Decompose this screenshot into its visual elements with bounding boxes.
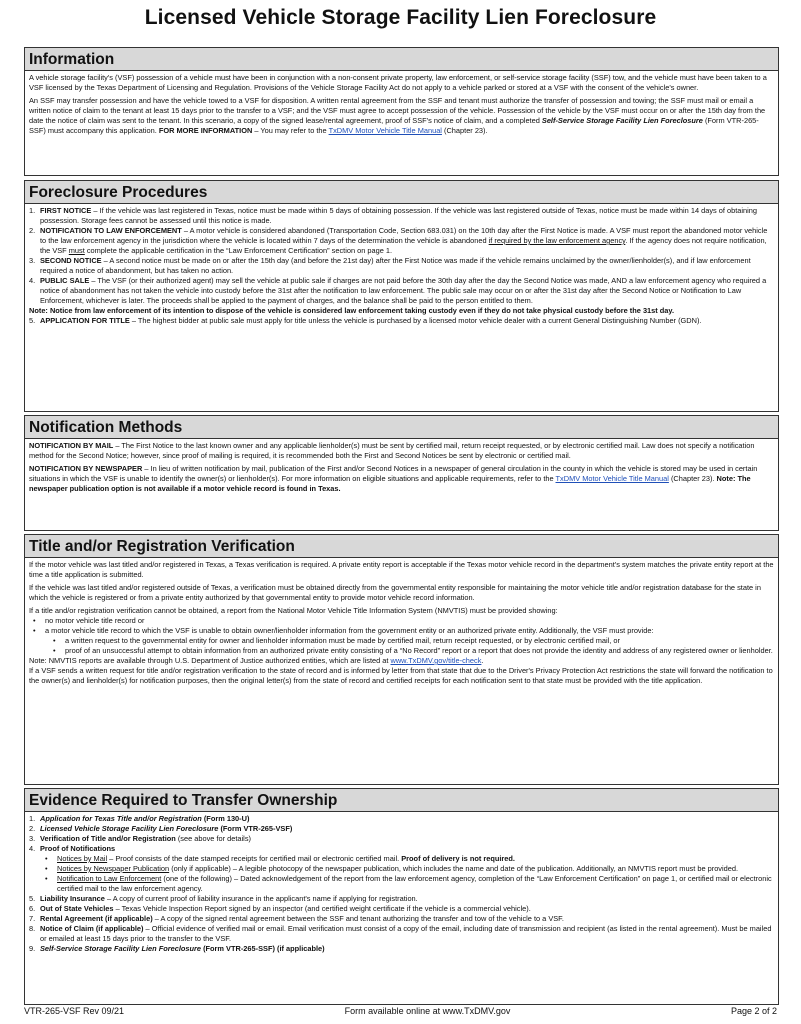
info-paragraph-1: A vehicle storage facility's (VSF) possession of a vehicle must have been in conjunction with a non-consent private property, law enforcement, or self-service storage facility (SSF) tow, and the vehicle must have been taken to a VSF licensed by the Texas Department of Licensing and Regulation. Provisions of the Vehicle Storage Facility Act do not apply to a vehicle parked or stored at a VSF with the consent of the vehicle's owner. [29, 73, 767, 92]
title-manual-link[interactable]: TxDMV Motor Vehicle Title Manual [555, 474, 669, 483]
list-item: 5. APPLICATION FOR TITLE – The highest bidder at public sale must apply for title unless the vehicle is purchased by a licensed motor vehicle dealer with a current General Distinguishing Number (GDN). [29, 316, 702, 325]
section-header-foreclosure: Foreclosure Procedures [25, 181, 778, 204]
evidence-section [24, 788, 779, 1005]
title-check-link[interactable]: www.TxDMV.gov/title-check [390, 656, 482, 665]
verification-out-of-state: If the vehicle was last titled and/or registered outside of Texas, a verification must be obtained directly from the governmental entity responsible for maintaining the motor vehicle title and/or registration database for the state in which the vehicle is registered or from a private entity authorized by that governmental entity to provide motor vehicle record information. [29, 583, 761, 602]
form-revision: VTR-265-VSF Rev 09/21 [24, 1006, 125, 1016]
notification-by-newspaper: NOTIFICATION BY NEWSPAPER – In lieu of written notification by mail, publication of the First and/or Second Notices in a newspaper of general circulation in the county in which the vehicle is stored may be used in certain situations in which the VSF is unable to identify the owner(s) or lienholder(s). For more information on eligible situations and applicable requirements, refer to the TxDMV Motor Vehicle Title Manual (Chapter 23). Note: The newspaper publication option is not available if a motor vehicle record is found in Texas. [29, 464, 758, 493]
list-item: • no motor vehicle title record or [33, 616, 145, 625]
list-item: • a motor vehicle title record to which the VSF is unable to obtain owner/lienholder information from the government entity or an authorized private entity. Additionally, the VSF must provide: [33, 626, 654, 635]
info-paragraph-2: An SSF may transfer possession and have the vehicle towed to a VSF for disposition. A written rental agreement from the SSF and tenant must authorize the transfer of possession and towing; the SSF must mail or email a written notice of claim to the tenant at least 15 days prior to the transfer to a VSF; and the VSF must agree to accept possession of the vehicle. Possession of the vehicle by the VSF must occur on or after the 15th day from the date the notice of claim was sent to the tenant. In this scenario, a copy of the signed lease/rental agreement, proof of SSF's notice of claim, and a completed Self-Service Storage Facility Lien Foreclosure (Form VTR-265-SSF) must accompany this application. FOR MORE INFORMATION – You may refer to the TxDMV Motor Vehicle Title Manual (Chapter 23). [29, 96, 766, 135]
list-item: 4. Proof of Notifications [29, 844, 116, 853]
list-item: 6. Out of State Vehicles – Texas Vehicle Inspection Report signed by an inspector (and certified weight certificate if the vehicle is a commercial vehicle). [29, 904, 531, 913]
custody-note: Note: Notice from law enforcement of its intention to dispose of the vehicle is considered law enforcement taking custody even if they do not take physical custody before the 31st day. [29, 306, 675, 315]
section-header-evidence: Evidence Required to Transfer Ownership [25, 789, 778, 812]
list-item: 5. Liability Insurance – A copy of current proof of liability insurance in the applicant's name if applying for registration. [29, 894, 418, 903]
list-item: • Notification to Law Enforcement (one of the following) – Dated acknowledgement of the report from the law enforcement agency, completion of the “Law Enforcement Certification” on page 1, or certified mail or electronic certified mail to the law enforcement agency. [45, 874, 772, 893]
foreclosure-procedures-section [24, 180, 779, 412]
page-number: Page 2 of 2 [730, 1006, 777, 1016]
form-availability: Form available online at www.TxDMV.gov [344, 1006, 511, 1016]
title-manual-link[interactable]: TxDMV Motor Vehicle Title Manual [328, 126, 442, 135]
nmvtis-intro: If a title and/or registration verification cannot be obtained, a report from the National Motor Vehicle Title Information System (NMVTIS) must be provided showing: [29, 606, 558, 615]
dppa-paragraph: If a VSF sends a written request for title and/or registration verification to the state of record and is informed by letter from that state that due to the Driver's Privacy Protection Act restrictions the state will forward the notification to the owner(s) and lienholder(s) for notification purposes, then the original letter(s) from the state of record and certified receipts for each notification sent to that state must be provided with the title application. [29, 666, 773, 685]
section-header-information: Information [25, 48, 778, 71]
notification-by-mail: NOTIFICATION BY MAIL – The First Notice to the last known owner and any applicable lienholder(s) must be sent by certified mail, return receipt requested, or by electronic certified mail. Law does not specify a notification method for the Second Notice; however, since proof of mailing is required, it is recommended both the First and Second Notices be sent by electronic or certified mail. [29, 441, 755, 460]
list-item: 2. Licensed Vehicle Storage Facility Lien Foreclosure (Form VTR-265-VSF) [29, 824, 293, 833]
information-section [24, 47, 779, 176]
list-item: • proof of an unsuccessful attempt to obtain information from an authorized private entity consisting of a “No Record” report or a report that does not provide the identity and address of any registered owner or lienholder. [53, 646, 773, 655]
list-item: • Notices by Mail – Proof consists of the date stamped receipts for certified mail or electronic certified mail. Proof of delivery is not required. [45, 854, 515, 863]
list-item: 3. SECOND NOTICE – A second notice must be made on or after the 15th day (and before the 21st day) after the First Notice was made if the vehicle remains unclaimed by the owner/lienholder(s), and if law enforcement required a notice of abandonment, but has taken no action. [29, 256, 751, 275]
list-item: 2. NOTIFICATION TO LAW ENFORCEMENT – A motor vehicle is considered abandoned (Transportation Code, Section 683.031) on the 10th day after the First Notice is made. A VSF must report the abandoned motor vehicle to the law enforcement agency in the jurisdiction where the vehicle is located within 7 days of the determination the vehicle is abandoned if required by the law enforcement agency. If the agency does not require notification, the VSF must complete the applicable certification in the “Law Enforcement Certification” section on page 1. [29, 226, 768, 255]
list-item: 8. Notice of Claim (if applicable) – Official evidence of verified mail or email. Email verification must consist of a copy of the email, including date of transmission and recipient (as listed in the rental agreement). Must be mailed or emailed at least 15 days prior to the transfer to the VSF. [29, 924, 772, 943]
section-header-notification: Notification Methods [25, 416, 778, 439]
nmvtis-note: Note: NMVTIS reports are available through U.S. Department of Justice authorized entities, which are listed at www.TxDMV.gov/title-check. [29, 656, 484, 665]
page-title: Licensed Vehicle Storage Facility Lien Foreclosure [144, 6, 657, 29]
verification-texas: If the motor vehicle was last titled and/or registered in Texas, a Texas verification is required. A private entity report is acceptable if the Texas motor vehicle record in the department's system matches the private entity report at the time a title application is submitted. [29, 560, 774, 579]
list-item: 3. Verification of Title and/or Registration (see above for details) [29, 834, 251, 843]
list-item: 1. Application for Texas Title and/or Registration (Form 130-U) [29, 814, 250, 823]
list-item: 7. Rental Agreement (if applicable) – A copy of the signed rental agreement between the SSF and tenant authorizing the transfer and tow of the vehicle to a VSF. [29, 914, 564, 923]
list-item: 1. FIRST NOTICE – If the vehicle was last registered in Texas, notice must be made within 5 days of obtaining possession. If the vehicle was last registered outside of Texas, notice must be made within 14 days of obtaining possession. Storage fees cannot be assessed until this notice is made. [29, 206, 757, 225]
list-item: • Notices by Newspaper Publication (only if applicable) – A legible photocopy of the newspaper publication, which includes the name and date of the publication. Additionally, an NMVTIS report must be provided. [45, 864, 739, 873]
notification-methods-section [24, 415, 779, 531]
section-header-title-verification: Title and/or Registration Verification [25, 535, 778, 558]
title-verification-section [24, 534, 779, 785]
page-footer [24, 1006, 777, 1016]
list-item: 9. Self-Service Storage Facility Lien Foreclosure (Form VTR-265-SSF) (if applicable) [29, 944, 325, 953]
list-item: 4. PUBLIC SALE – The VSF (or their authorized agent) may sell the vehicle at public sale if charges are not paid before the 30th day after the day the Second Notice was made, AND a law enforcement agency who required a notice of abandonment has not taken the vehicle into custody before the 31st after the notification to law enforcement. The public sale may occur on or after the 31st day after the Second Notice or Notification to Law Enforcement, whichever is later. The proceeds shall be applied to the payment of charges, and the balance shall be paid to the person entitled to them. [29, 276, 767, 305]
list-item: • a written request to the governmental entity for owner and lienholder information must be made by certified mail, return receipt requested, or by electronic certified mail, or [53, 636, 620, 645]
